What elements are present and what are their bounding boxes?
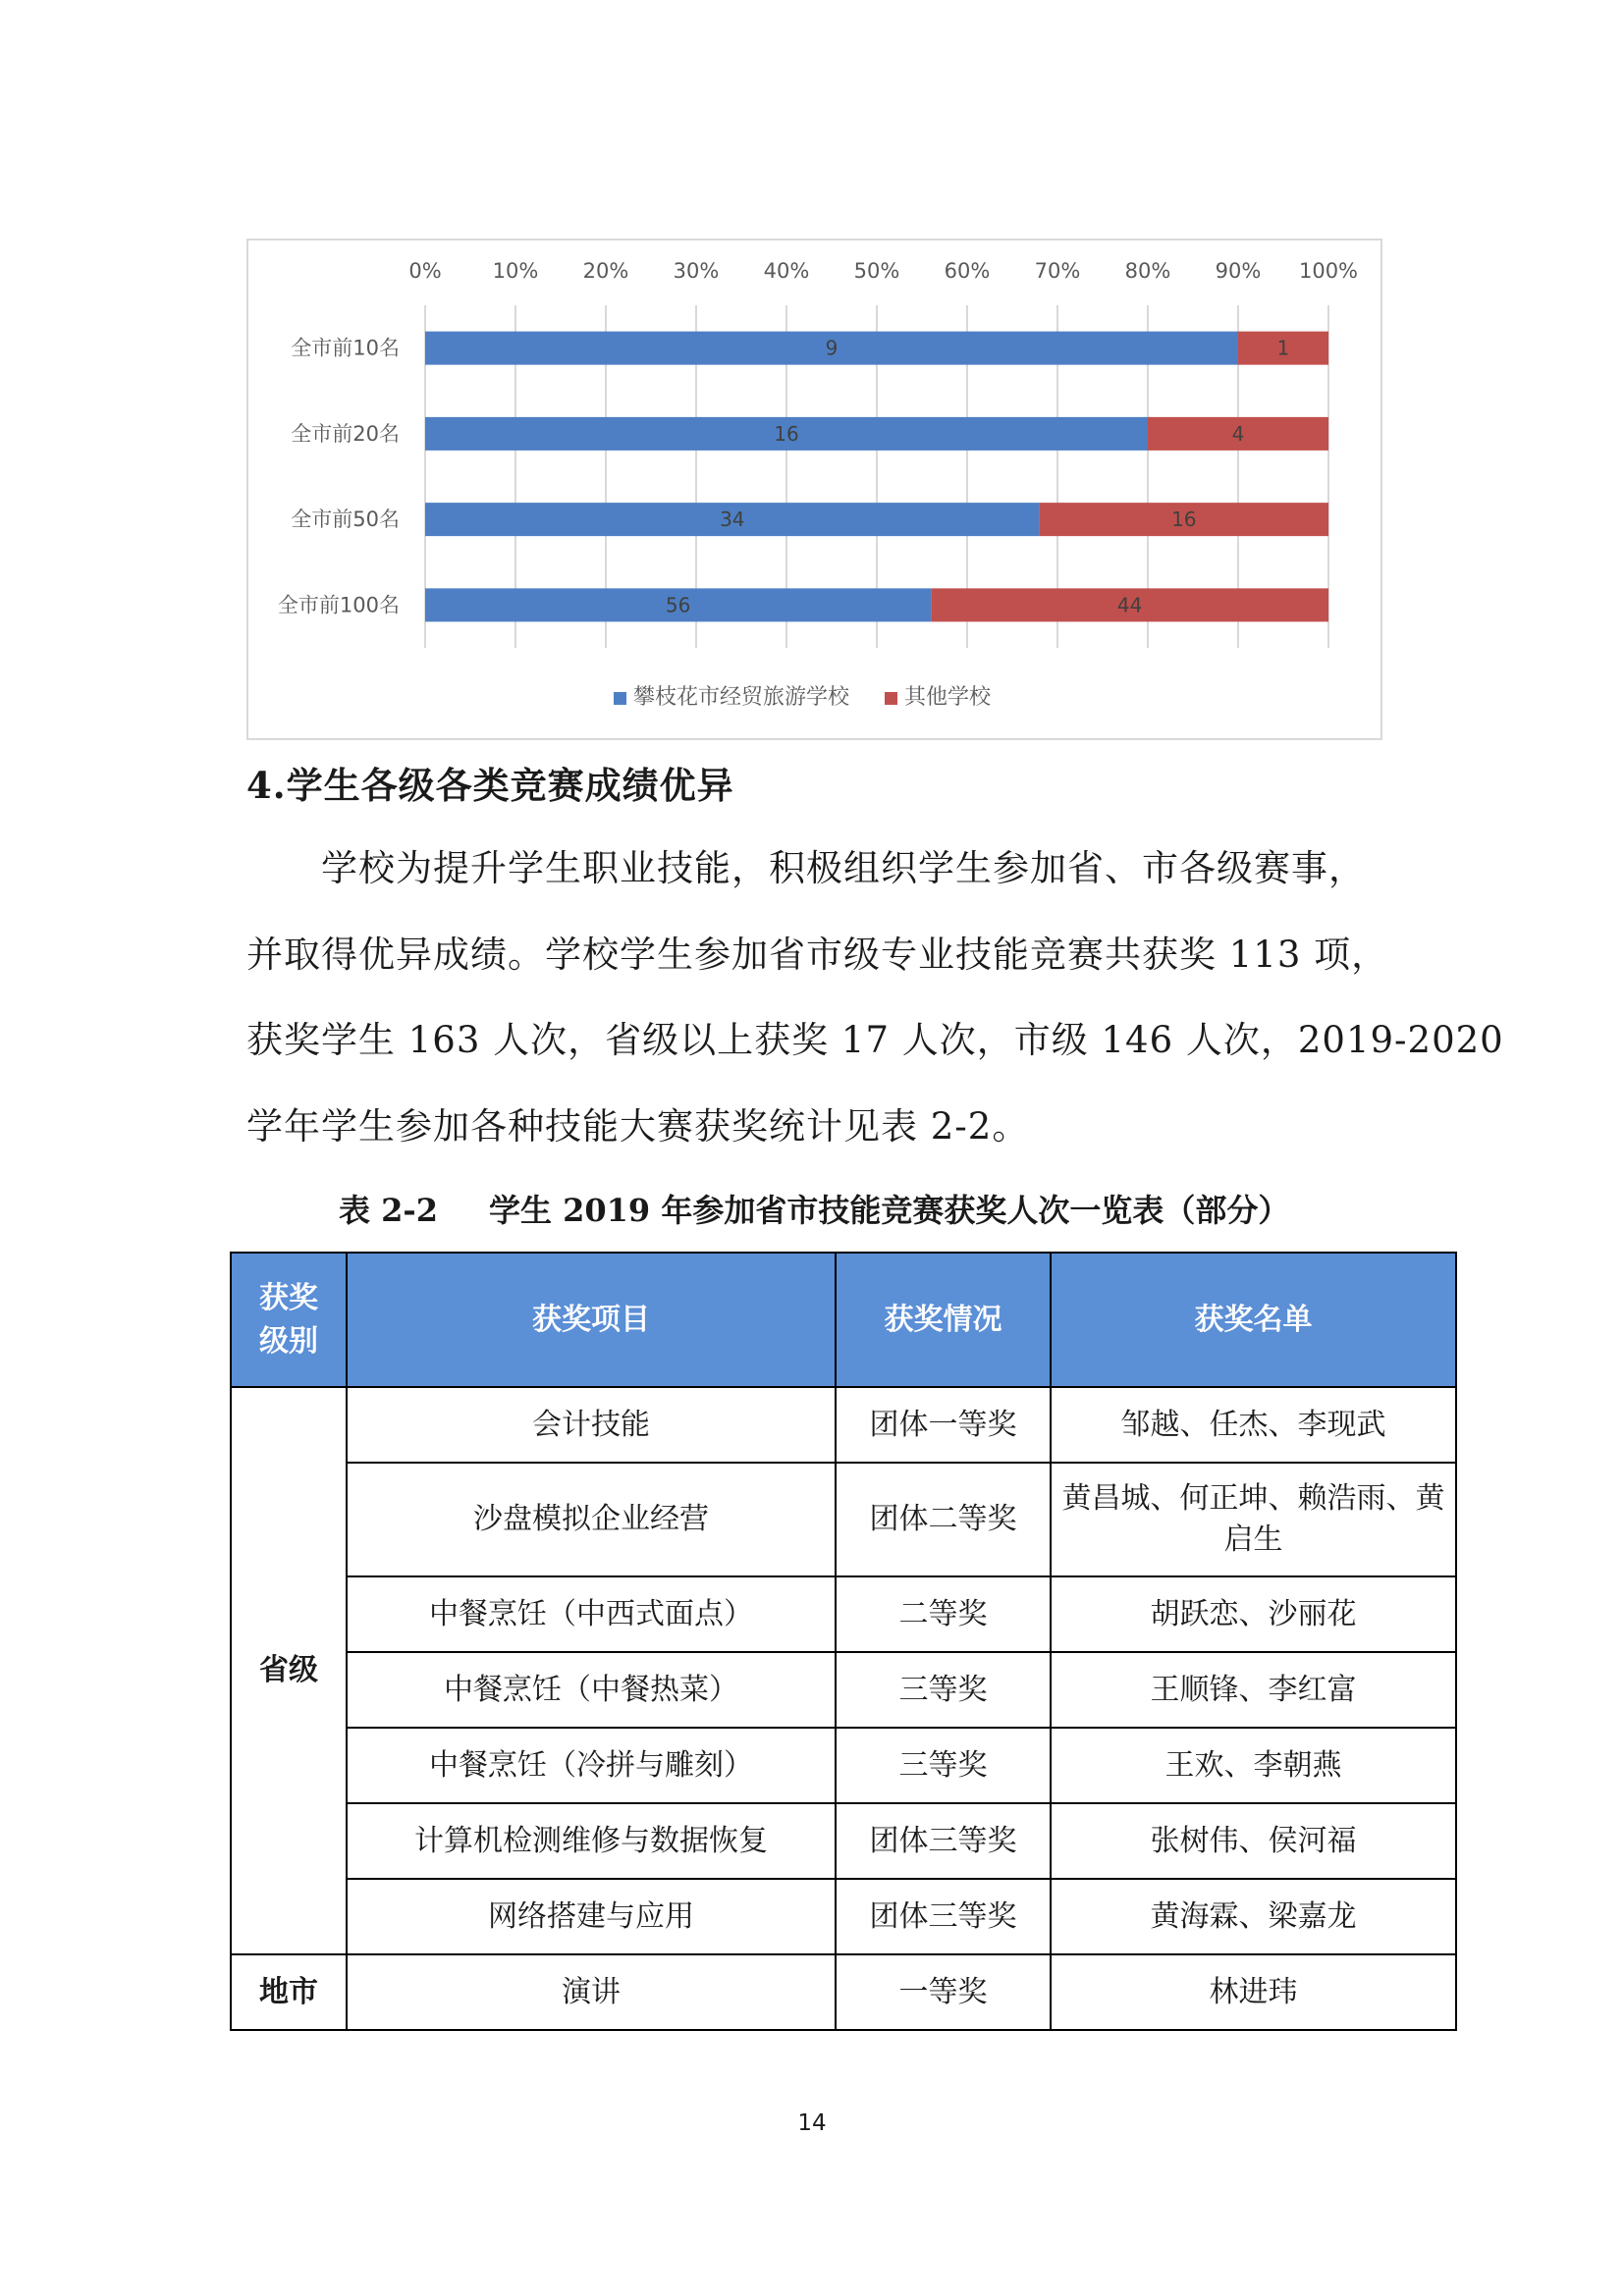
level-cell-city: 地市 — [231, 1954, 347, 2030]
cell-names: 黄昌城、何正坤、赖浩雨、黄启生 — [1051, 1463, 1456, 1576]
cell-names: 邹越、任杰、李现武 — [1051, 1387, 1456, 1463]
x-tick-label: 20% — [582, 259, 629, 283]
legend-label: 其他学校 — [904, 685, 992, 710]
table-caption-number: 表 2-2 — [339, 1192, 438, 1229]
table-caption — [339, 1186, 1289, 1231]
bar-data-label: 16 — [774, 421, 799, 446]
header-award-level — [231, 1253, 347, 1387]
table-row — [231, 1387, 1456, 1463]
x-tick-label: 60% — [944, 259, 991, 283]
cell-result: 三等奖 — [836, 1652, 1051, 1728]
x-tick-label: 30% — [673, 259, 720, 283]
bar-data-label: 44 — [1116, 593, 1143, 617]
table-row — [231, 1463, 1456, 1576]
table-row — [231, 1576, 1456, 1652]
bar-data-label: 34 — [720, 507, 745, 532]
paragraph-line: 学年学生参加各种技能大赛获奖统计见表 2-2。 — [246, 1105, 1030, 1148]
cell-names: 王顺锋、李红富 — [1051, 1652, 1456, 1728]
cell-project: 中餐烹饪（中西式面点） — [347, 1576, 836, 1652]
level-cell-provincial: 省级 — [231, 1387, 347, 1954]
header-award-level-line1: 获奖 — [259, 1280, 318, 1315]
table-row — [231, 1954, 1456, 2030]
chart-canvas — [248, 240, 1384, 742]
section-heading: 4.学生各级各类竞赛成绩优异 — [246, 764, 734, 807]
x-tick-label: 40% — [763, 259, 810, 283]
legend-swatch — [614, 692, 626, 705]
cell-names: 黄海霖、梁嘉龙 — [1051, 1879, 1456, 1954]
cell-names: 张树伟、侯河福 — [1051, 1803, 1456, 1879]
cell-names: 林进玮 — [1051, 1954, 1456, 2030]
y-category-label: 全市前50名 — [291, 507, 400, 532]
cell-project: 中餐烹饪（中餐热菜） — [347, 1652, 836, 1728]
y-category-label: 全市前10名 — [291, 336, 400, 360]
x-tick-label: 50% — [853, 259, 900, 283]
bar-data-label: 4 — [1231, 421, 1245, 446]
cell-result: 团体一等奖 — [836, 1387, 1051, 1463]
header-award-project: 获奖项目 — [347, 1253, 836, 1387]
table-caption-title: 学生 2019 年参加省市技能竞赛获奖人次一览表（部分） — [488, 1192, 1290, 1229]
table-header-row — [231, 1253, 1456, 1387]
cell-result: 一等奖 — [836, 1954, 1051, 2030]
cell-project: 沙盘模拟企业经营 — [347, 1463, 836, 1576]
paragraph-line: 获奖学生 163 人次，省级以上获奖 17 人次，市级 146 人次，2019-2020 — [246, 1019, 1504, 1061]
cell-result: 团体三等奖 — [836, 1803, 1051, 1879]
cell-result: 团体二等奖 — [836, 1463, 1051, 1576]
cell-project: 网络搭建与应用 — [347, 1879, 836, 1954]
bar-data-label: 9 — [825, 336, 839, 360]
paragraph-line: 学校为提升学生职业技能，积极组织学生参加省、市各级赛事， — [321, 847, 1366, 889]
paragraph-line: 并取得优异成绩。学校学生参加省市级专业技能竞赛共获奖 113 项， — [246, 934, 1389, 976]
header-award-result: 获奖情况 — [836, 1253, 1051, 1387]
x-tick-label: 10% — [492, 259, 539, 283]
table-row — [231, 1728, 1456, 1803]
x-tick-label: 80% — [1124, 259, 1171, 283]
bar-data-label: 1 — [1276, 336, 1290, 360]
cell-project: 计算机检测维修与数据恢复 — [347, 1803, 836, 1879]
award-table — [230, 1252, 1457, 2031]
cell-result: 二等奖 — [836, 1576, 1051, 1652]
cell-names: 王欢、李朝燕 — [1051, 1728, 1456, 1803]
x-tick-label: 70% — [1034, 259, 1081, 283]
legend-swatch — [885, 692, 897, 705]
table-row — [231, 1803, 1456, 1879]
page-number: 14 — [797, 2110, 827, 2136]
header-award-names: 获奖名单 — [1051, 1253, 1456, 1387]
cell-names: 胡跃恋、沙丽花 — [1051, 1576, 1456, 1652]
stacked-bar-chart — [246, 239, 1382, 740]
bar-data-label: 56 — [665, 593, 691, 617]
x-tick-label: 0% — [408, 259, 442, 283]
header-award-level-line2: 级别 — [259, 1323, 318, 1359]
y-category-label: 全市前20名 — [291, 421, 400, 446]
table-row — [231, 1879, 1456, 1954]
x-tick-label: 90% — [1215, 259, 1262, 283]
cell-result: 三等奖 — [836, 1728, 1051, 1803]
table-row — [231, 1652, 1456, 1728]
cell-result: 团体三等奖 — [836, 1879, 1051, 1954]
cell-project: 中餐烹饪（冷拼与雕刻） — [347, 1728, 836, 1803]
cell-project: 演讲 — [347, 1954, 836, 2030]
legend-label: 攀枝花市经贸旅游学校 — [633, 685, 850, 710]
bar-data-label: 16 — [1171, 507, 1197, 532]
cell-project: 会计技能 — [347, 1387, 836, 1463]
y-category-label: 全市前100名 — [277, 593, 400, 617]
x-tick-label: 100% — [1298, 259, 1359, 283]
